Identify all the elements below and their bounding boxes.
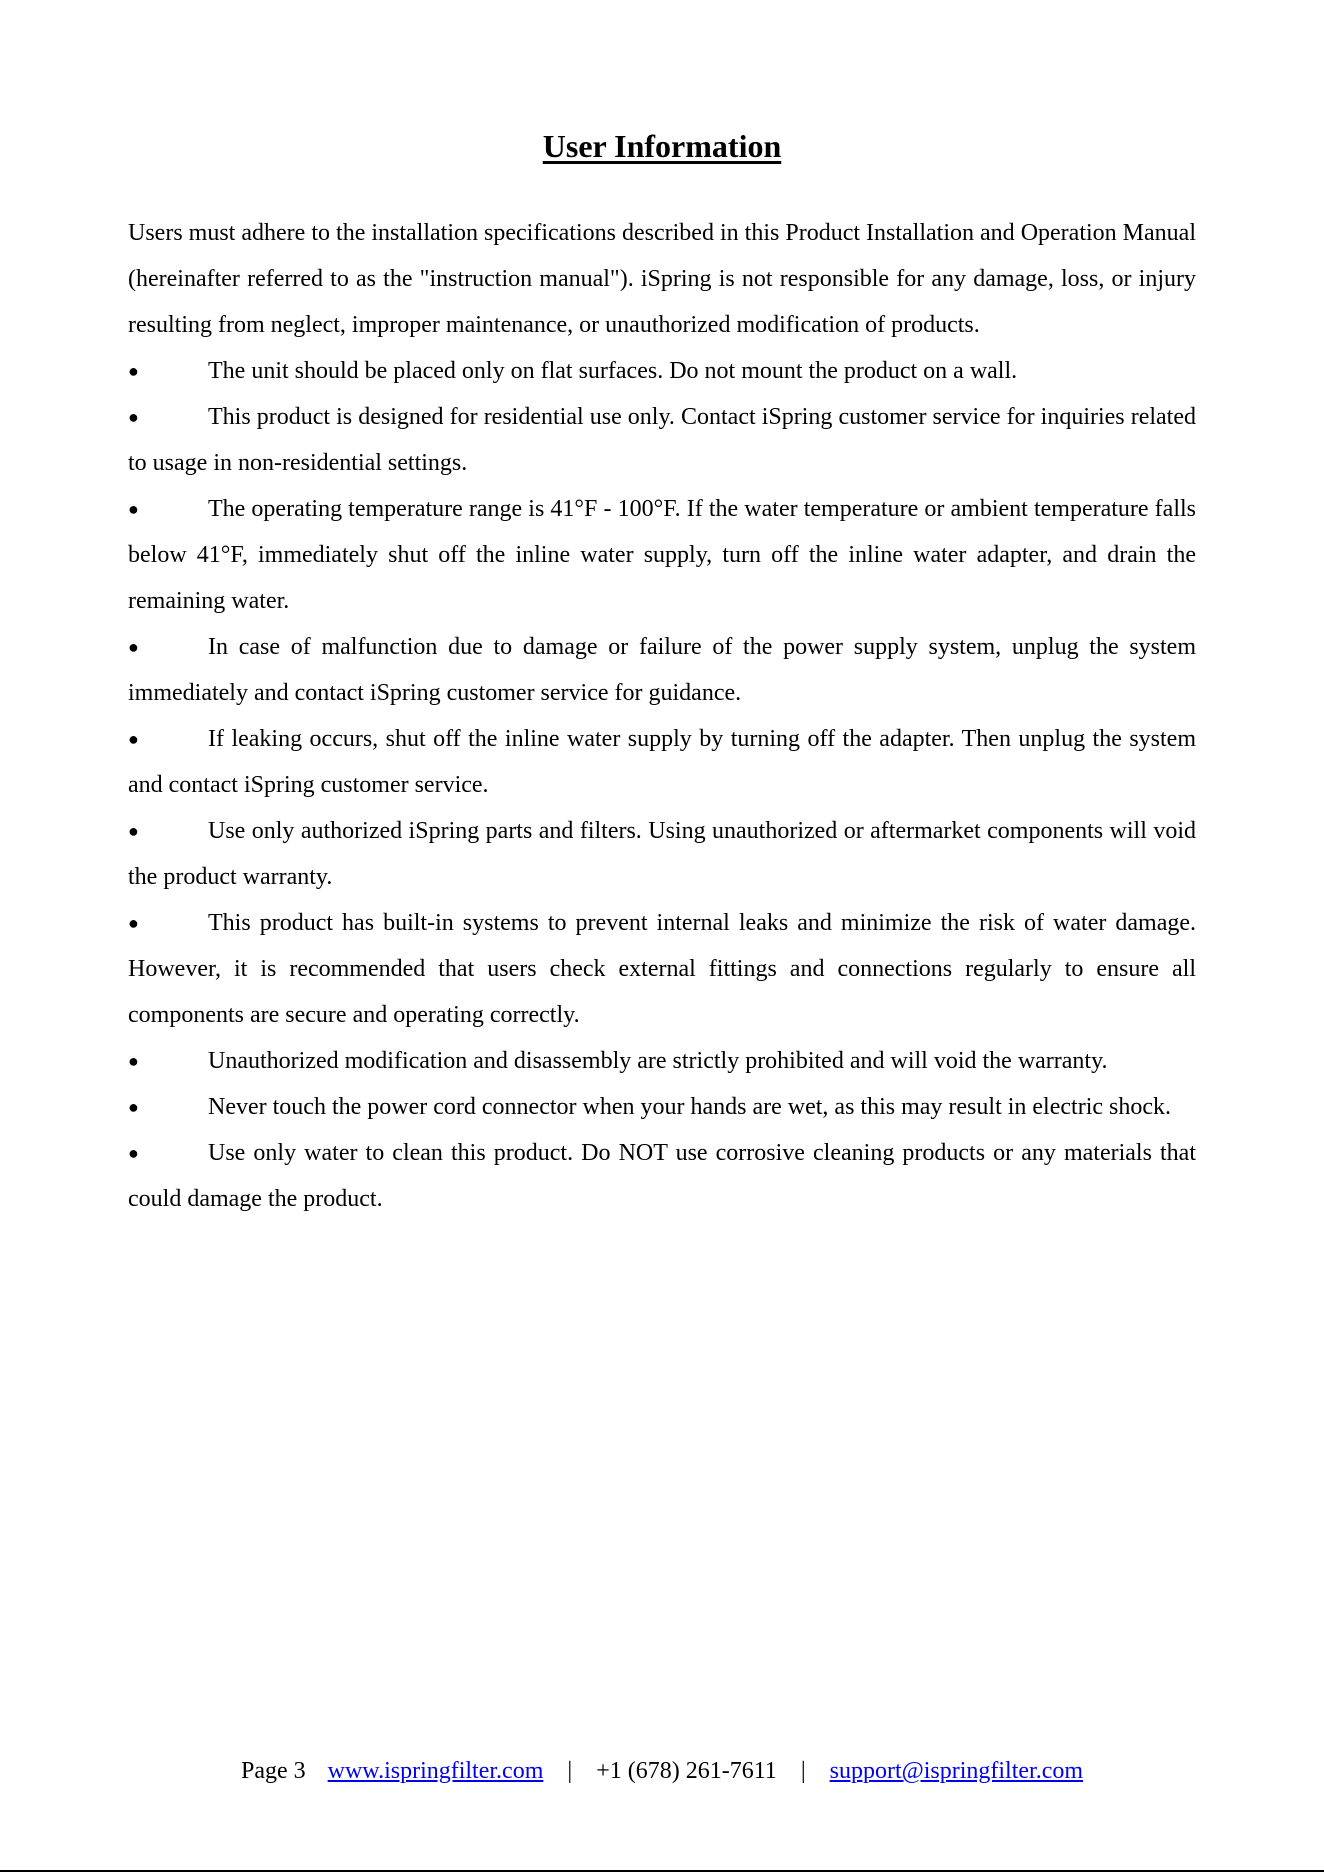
list-item [128,716,1196,808]
list-item-text: Unauthorized modification and disassembly are strictly prohibited and will void the warranty. [208,1048,1108,1074]
list-item-text: The operating temperature range is 41°F - 100°F. If the water temperature or ambient temperature falls below 41°F, immediately shut off the inline water supply, turn off the inline water adapter, and drain the remaining water. [128,496,1196,614]
list-item [128,1038,1196,1084]
list-item [128,1084,1196,1130]
list-item-text: This product is designed for residential use only. Contact iSpring customer service for inquiries related to usage in non-residential settings. [128,404,1196,476]
bullet-icon: ● [128,1097,139,1117]
list-item-text: Use only authorized iSpring parts and filters. Using unauthorized or aftermarket components will void the product warranty. [128,818,1196,890]
list-item [128,900,1196,1038]
page-footer [0,1758,1324,1785]
list-item-text: If leaking occurs, shut off the inline water supply by turning off the adapter. Then unplug the system and contact iSpring customer service. [128,726,1196,798]
list-item-text: Never touch the power cord connector when your hands are wet, as this may result in electric shock. [208,1094,1171,1120]
bullet-icon: ● [128,1051,139,1071]
list-item [128,624,1196,716]
bullet-icon: ● [128,729,139,749]
page-title: User Information [542,128,782,164]
list-item [128,348,1196,394]
list-item [128,486,1196,624]
email-link[interactable]: support@ispringfilter.com [829,1758,1084,1784]
list-item-text: Use only water to clean this product. Do NOT use corrosive cleaning products or any materials that could damage the product. [128,1140,1196,1212]
phone-number: +1 (678) 261-7611 [596,1758,777,1784]
bullet-icon: ● [128,821,139,841]
page-number: Page 3 [240,1758,306,1784]
list-item [128,808,1196,900]
bullet-icon: ● [128,1143,139,1163]
bullet-icon: ● [128,361,139,381]
bullet-icon: ● [128,913,139,933]
list-item [128,394,1196,486]
bullet-icon: ● [128,499,139,519]
footer-separator: | [567,1758,573,1784]
list-item-text: The unit should be placed only on flat surfaces. Do not mount the product on a wall. [208,358,1018,384]
footer-separator: | [800,1758,806,1784]
list-item-text: In case of malfunction due to damage or failure of the power supply system, unplug the system immediately and contact iSpring customer service for guidance. [128,634,1196,706]
website-link[interactable]: www.ispringfilter.com [327,1758,544,1784]
bullet-icon: ● [128,637,139,657]
bullet-icon: ● [128,407,139,427]
intro-paragraph: Users must adhere to the installation specifications described in this Product Installation and Operation Manual (hereinafter referred to as the "instruction manual"). iSpring is not responsible for any damage, loss, or injury resulting from neglect, improper maintenance, or unauthorized modification of products. [128,220,1196,338]
user-information-body [128,210,1196,1222]
list-item [128,1130,1196,1222]
list-item-text: This product has built-in systems to prevent internal leaks and minimize the risk of water damage. However, it is recommended that users check external fittings and connections regularly to ensure all components are secure and operating correctly. [128,910,1196,1028]
